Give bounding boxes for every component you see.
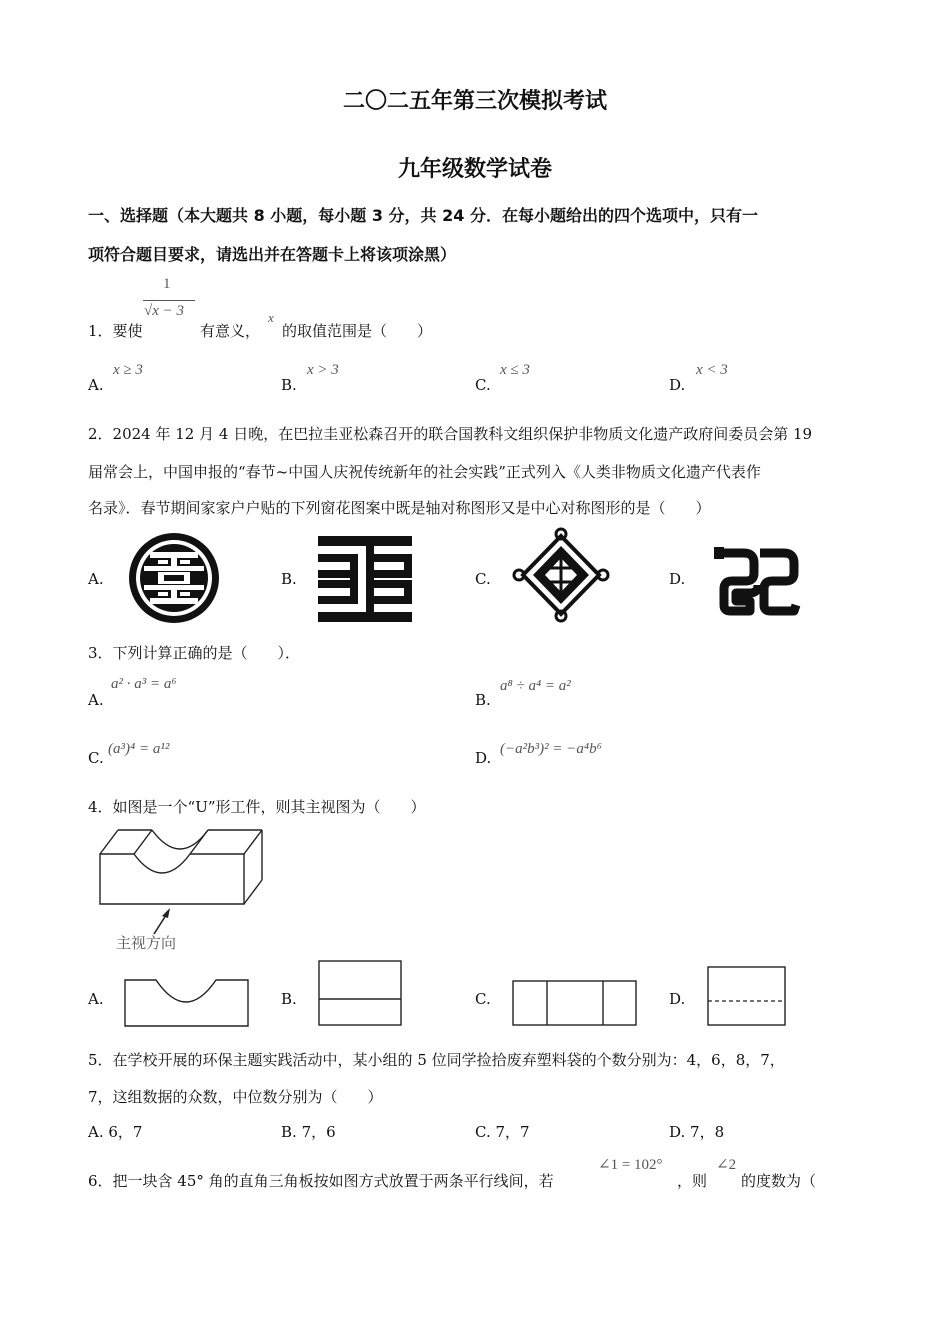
q1-fraction-denominator: √x − 3 bbox=[144, 303, 185, 319]
exam-subtitle: 九年级数学试卷 bbox=[397, 157, 552, 182]
q3-option-c-expr: (a³)⁴ = a¹² bbox=[108, 741, 170, 757]
q4-option-c-view-figure bbox=[512, 980, 638, 1028]
q2-option-d-letter[interactable]: D. bbox=[669, 570, 686, 588]
q6-angle2-expr: ∠2 bbox=[716, 1157, 737, 1173]
q5-option-d-letter: D. bbox=[669, 1123, 686, 1141]
q5-option-d[interactable] bbox=[669, 1121, 724, 1142]
q1-option-a-letter[interactable]: A. bbox=[88, 376, 104, 394]
q4-u-shaped-workpiece-figure bbox=[98, 826, 268, 936]
q5-option-c-letter: C. bbox=[475, 1123, 491, 1141]
q5-stem-line1: 5．在学校开展的环保主题实践活动中，某小组的 5 位同学捡拾废弃塑料袋的个数分别为：4，6，8，7， bbox=[88, 1051, 785, 1069]
q3-option-b-expr: a⁸ ÷ a⁴ = a² bbox=[500, 678, 571, 694]
q4-option-a-view-figure bbox=[124, 978, 250, 1028]
q2-option-a-pattern-icon bbox=[128, 532, 220, 624]
q5-option-b[interactable] bbox=[281, 1121, 336, 1142]
q1-fraction-numerator: 1 bbox=[163, 276, 171, 292]
q3-stem: 3．下列计算正确的是（ ）． bbox=[88, 644, 301, 662]
q4-view-direction-label: 主视方向 bbox=[116, 934, 177, 952]
q3-option-c-letter[interactable]: C. bbox=[88, 749, 104, 767]
q4-option-d-view-figure bbox=[707, 966, 787, 1028]
q1-option-c-expr: x ≤ 3 bbox=[500, 362, 530, 378]
q6-stem-mid: ，则 bbox=[677, 1172, 708, 1190]
q2-stem-line3: 名录》．春节期间家家户户贴的下列窗花图案中既是轴对称图形又是中心对称图形的是（ ） bbox=[88, 499, 711, 517]
q1-option-b-letter[interactable]: B. bbox=[281, 376, 297, 394]
q4-stem: 4．如图是一个“U”形工件，则其主视图为（ ） bbox=[88, 798, 426, 816]
q5-option-b-text: 7，6 bbox=[301, 1123, 336, 1141]
q4-option-d-letter[interactable]: D. bbox=[669, 990, 686, 1008]
q1-variable: x bbox=[268, 310, 274, 325]
q2-option-c-pattern-icon bbox=[513, 528, 609, 622]
q1-option-a-expr: x ≥ 3 bbox=[113, 362, 143, 378]
q2-option-c-letter[interactable]: C. bbox=[475, 570, 491, 588]
q3-option-d-expr: (−a²b³)² = −a⁴b⁶ bbox=[500, 741, 602, 757]
q5-option-a[interactable] bbox=[88, 1121, 142, 1142]
q1-option-d-expr: x < 3 bbox=[696, 362, 728, 378]
q5-stem-line2: 7，这组数据的众数，中位数分别为（ ） bbox=[88, 1088, 383, 1106]
q4-option-a-letter[interactable]: A. bbox=[88, 990, 104, 1008]
q3-option-a-letter[interactable]: A. bbox=[88, 691, 104, 709]
q5-option-d-text: 7，8 bbox=[690, 1123, 725, 1141]
q1-stem-mid: 有意义， bbox=[200, 322, 261, 340]
q3-option-b-letter[interactable]: B. bbox=[475, 691, 491, 709]
q1-fraction-bar bbox=[143, 300, 195, 301]
q6-stem-pre: 6．把一块含 45° 角的直角三角板按如图方式放置于两条平行线间，若 bbox=[88, 1172, 554, 1190]
q5-option-c[interactable] bbox=[475, 1121, 530, 1142]
q5-option-b-letter: B. bbox=[281, 1123, 297, 1141]
q1-option-b-expr: x > 3 bbox=[307, 362, 339, 378]
q5-option-a-text: 6，7 bbox=[108, 1123, 143, 1141]
q1-stem-post: 的取值范围是（ ） bbox=[282, 322, 433, 340]
q6-angle1-expr: ∠1 = 102° bbox=[598, 1157, 663, 1173]
q2-stem-line1: 2．2024 年 12 月 4 日晚，在巴拉圭亚松森召开的联合国教科文组织保护非物质文化遗产政府间委员会第 19 bbox=[88, 425, 813, 443]
section-heading-line1: 一、选择题（本大题共 8 小题，每小题 3 分，共 24 分．在每小题给出的四个选项中，只有一 bbox=[88, 206, 758, 225]
q4-option-b-view-figure bbox=[318, 960, 404, 1028]
q6-stem-post: 的度数为（ bbox=[741, 1172, 817, 1190]
q2-stem-line2: 届常会上，中国申报的“春节~中国人庆祝传统新年的社会实践”正式列入《人类非物质文化遗产代表作 bbox=[88, 463, 761, 481]
q4-option-b-letter[interactable]: B. bbox=[281, 990, 297, 1008]
q2-option-b-pattern-icon bbox=[318, 536, 412, 622]
exam-title: 二〇二五年第三次模拟考试 bbox=[342, 89, 607, 114]
q2-option-d-pattern-icon bbox=[714, 545, 800, 617]
q3-option-d-letter[interactable]: D. bbox=[475, 749, 492, 767]
q4-option-c-letter[interactable]: C. bbox=[475, 990, 491, 1008]
q1-option-d-letter[interactable]: D. bbox=[669, 376, 686, 394]
q1-stem-pre: 1．要使 bbox=[88, 322, 143, 340]
q1-option-c-letter[interactable]: C. bbox=[475, 376, 491, 394]
section-heading-line2: 项符合题目要求，请选出并在答题卡上将该项涂黑） bbox=[88, 245, 457, 264]
q5-option-a-letter: A. bbox=[88, 1123, 104, 1141]
q3-option-a-expr: a² · a³ = a⁶ bbox=[111, 676, 177, 692]
q2-option-a-letter[interactable]: A. bbox=[88, 570, 104, 588]
q5-option-c-text: 7，7 bbox=[495, 1123, 530, 1141]
q2-option-b-letter[interactable]: B. bbox=[281, 570, 297, 588]
